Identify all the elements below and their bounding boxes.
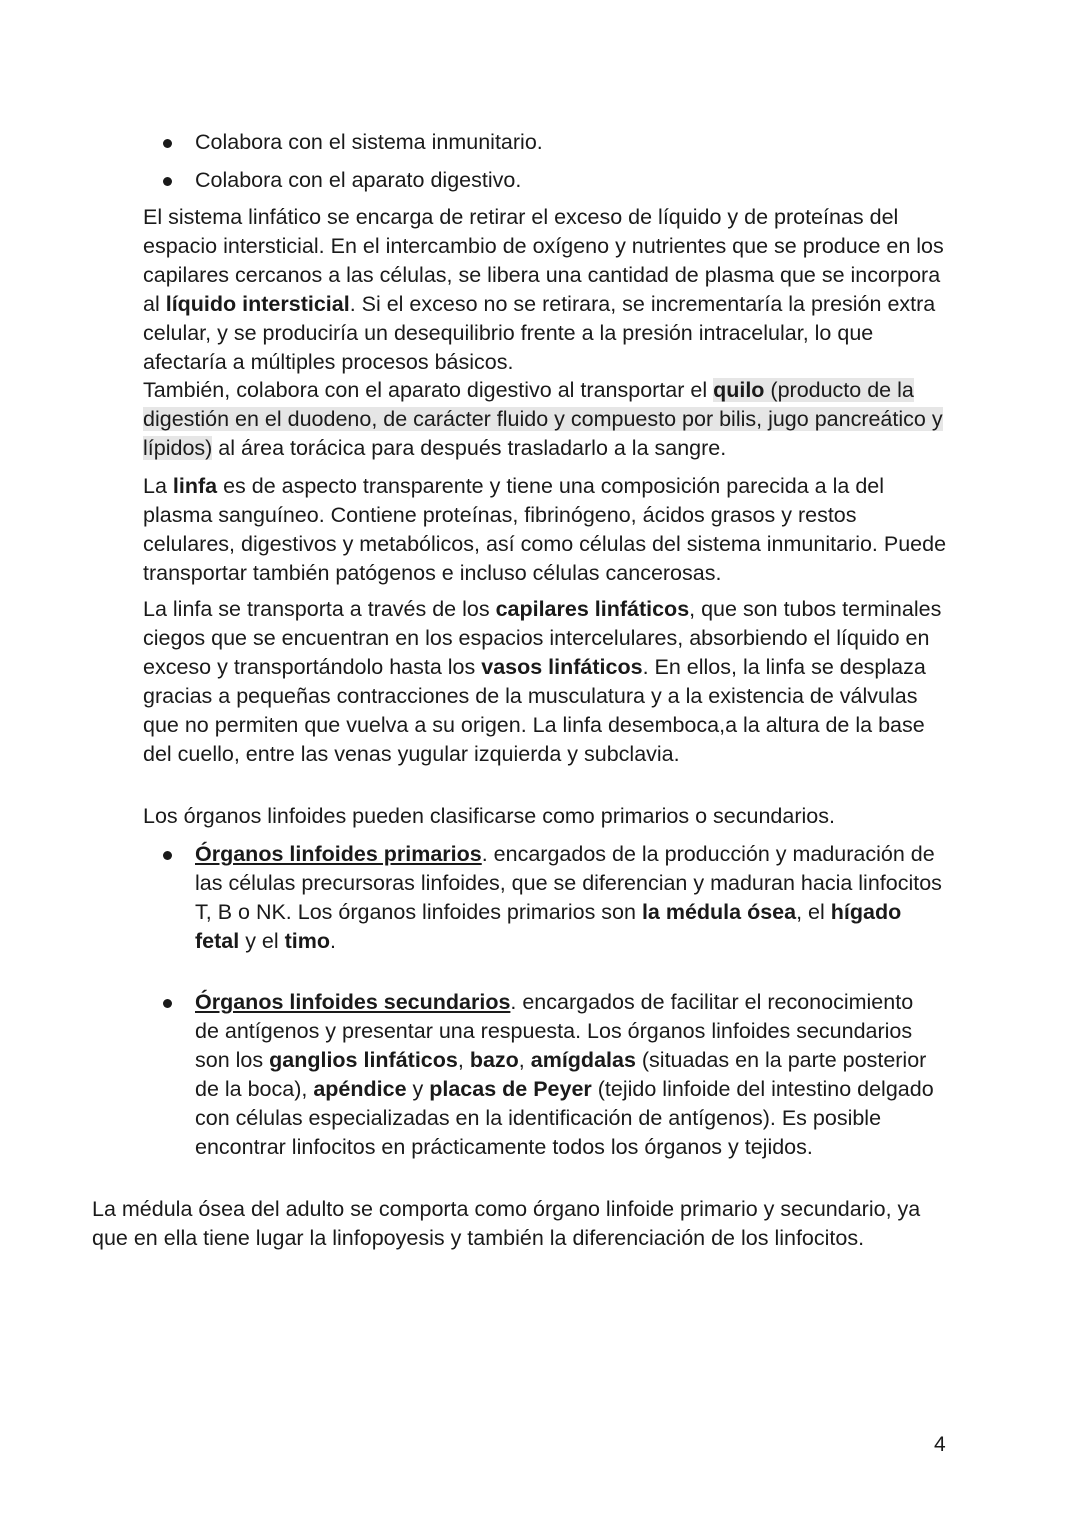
paragraph-interstitial: El sistema linfático se encarga de retirar el exceso de líquido y de proteínas del espacio intersticial. En el intercambio de oxígeno y nutrientes que se produce en los capilares cercanos a las células, se libera una cantidad de plasma que se incorpora al líquido intersticial. Si el exceso no se retirara, se incrementaría la presión extra celular, y se produciría un desequilibrio frente a la presión intracelular, lo que afectaría a múltiples procesos básicos.: [143, 205, 944, 374]
paragraph-bone-marrow: La médula ósea del adulto se comporta como órgano linfoide primario y secundario, ya que en ella tiene lugar la linfopoyesis y también la diferenciación de los linfocitos.: [92, 1197, 921, 1250]
paragraph-transport: La linfa se transporta a través de los capilares linfáticos, que son tubos terminales ciegos que se encuentran en los espacios intercelulares, absorbiendo el líquido en exceso y transportándolo hasta los vasos linfáticos. En ellos, la linfa se desplaza gracias a pequeñas contracciones de la musculatura y a la existencia de válvulas que no permiten que vuelva a su origen. La linfa desemboca,a la altura de la base del cuello, entre las venas yugular izquierda y subclavia.: [143, 597, 942, 766]
list-item-primary: Órganos linfoides primarios. encargados de la producción y maduración de las células precursoras linfoides, que se diferencian y maduran hacia linfocitos T, B o NK. Los órganos linfoides primarios son la médula ósea, el hígado fetal y el timo.: [143, 840, 943, 956]
list-item: Colabora con el aparato digestivo.: [143, 166, 943, 195]
paragraph-lymph: La linfa es de aspecto transparente y tiene una composición parecida a la del plasma sanguíneo. Contiene proteínas, fibrinógeno, ácidos grasos y restos celulares, digestivos y metabólicos, así como células del sistema inmunitario. Puede transportar también patógenos e incluso células cancerosas.: [143, 474, 947, 585]
secondary-organs-title: Órganos linfoides secundarios: [195, 990, 511, 1014]
paragraph-classification: Los órganos linfoides pueden clasificarse como primarios o secundarios.: [143, 804, 835, 828]
paragraph-chyle: También, colabora con el aparato digestivo al transportar el quilo (producto de la digestión en el duodeno, de carácter fluido y compuesto por bilis, jugo pancreático y lípidos) al área torácica para después trasladarlo a la sangre.: [143, 378, 943, 460]
list-item: Colabora con el sistema inmunitario.: [143, 128, 943, 157]
list-item-secondary: Órganos linfoides secundarios. encargados de facilitar el reconocimiento de antígenos y presentar una respuesta. Los órganos linfoides secundarios son los ganglios linfáticos, bazo, amígdalas (situadas en la parte posterior de la boca), apéndice y placas de Peyer (tejido linfoide del intestino delgado con células especializadas en la identificación de antígenos). Es posible encontrar linfocitos en prácticamente todos los órganos y tejidos.: [143, 988, 943, 1162]
organ-list-primary: [143, 840, 943, 956]
page-number: 4: [934, 1433, 946, 1456]
primary-organs-title: Órganos linfoides primarios: [195, 842, 482, 866]
organ-list-secondary: [143, 988, 943, 1162]
function-list: [143, 128, 943, 195]
